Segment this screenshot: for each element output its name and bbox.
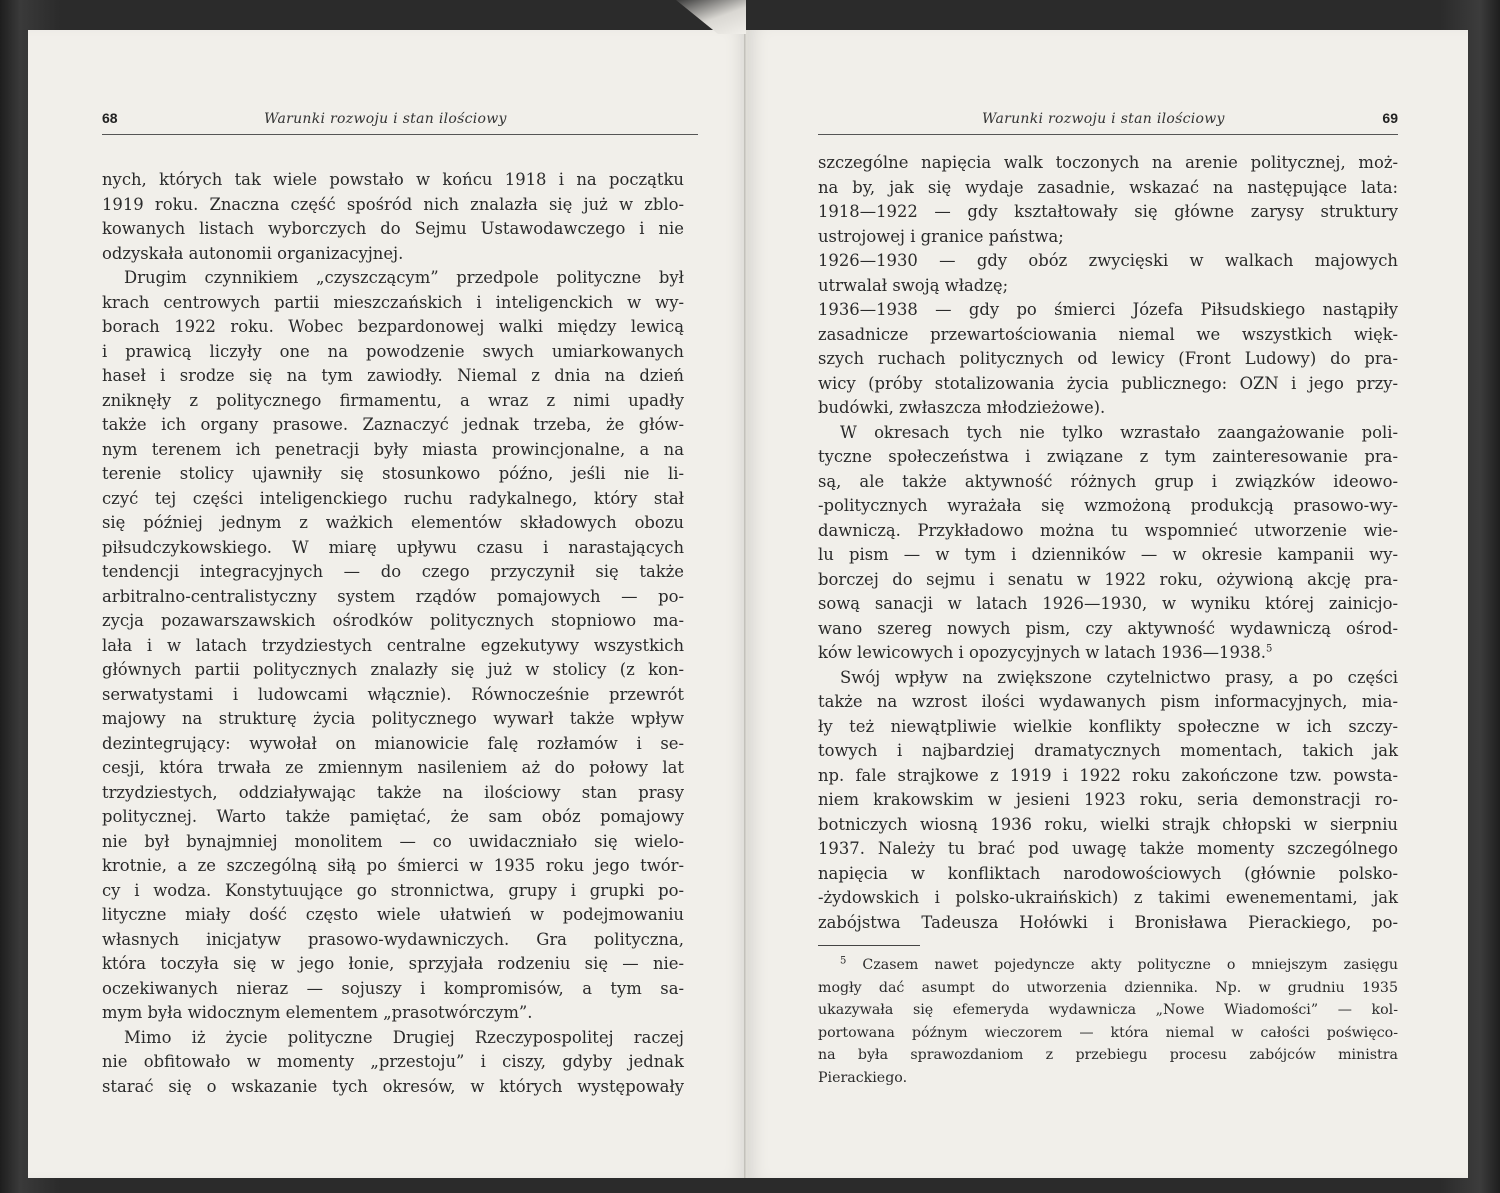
text-line: borach 1922 roku. Wobec bezpardonowej walki między lewicą [102,317,684,336]
paragraph [102,1026,684,1100]
left-running-head [102,108,698,135]
text-line: dezintegrujący: wywołał on mianowicie falę rozłamów i se- [102,733,684,753]
footnote [818,954,1398,1090]
text-line: szych ruchach politycznych od lewicy (Front Ludowy) do pra- [818,349,1398,368]
text-line: utrwalał swoją władzę; [818,275,1009,295]
footnote-line: mogły dać asumpt do utworzenia dziennika. Np. w grudniu 1935 [818,979,1398,996]
right-running-title: Warunki rozwoju i stan ilościowy [982,111,1225,127]
footnote-reference: 5 [1265,643,1273,655]
text-line: się później jednym z ważkich elementów składowych obozu [102,513,684,532]
text-line: Swój wpływ na zwiększone czytelnictwo prasy, a po części [840,667,1398,687]
text-line: szczególne napięcia walk toczonych na arenie politycznej, moż- [818,153,1398,172]
text-line: np. fale strajkowe z 1919 i 1922 roku zakończone tzw. powsta- [818,765,1398,785]
text-line: nym terenem ich penetracji były miasta prowincjonalne, a na [102,439,684,459]
text-line: ustrojowej i granice państwa; [818,226,1064,246]
paragraph [102,168,684,266]
footnote-line: Pierackiego. [818,1069,908,1086]
paragraph [818,249,1398,298]
text-line: trzydziestych, oddziaływając także na ilościowy stan prasy [102,782,684,802]
text-line: lityczne miały dość często wiele ułatwień w podejmowaniu [102,905,684,924]
text-line: zasadnicze przewartościowania niemal we wszystkich więk- [818,324,1398,344]
text-line: starać się o wskazanie tych okresów, w których występowały [102,1076,684,1096]
text-line: i prawicą liczyły one na powodzenie swych umiarkowanych [102,341,684,361]
text-line: botniczych wiosną 1936 roku, wielki strajk chłopski w sierpniu [818,814,1398,834]
text-line: lu pism — w tym i dzienników — w okresie kampanii wy- [818,545,1398,564]
text-line: piłsudczykowskiego. W miarę upływu czasu i narastających [102,537,684,557]
text-line: napięcia w konfliktach narodowościowych (głównie polsko- [818,863,1398,883]
right-page-number: 69 [1382,110,1398,126]
text-line: są, ale także aktywność różnych grup i związków ideowo- [818,471,1398,491]
text-line: tendencji integracyjnych — do czego przyczynił się także [102,562,684,581]
text-line: nie obfitowało w momenty „przestoju” i ciszy, gdyby jednak [102,1052,684,1071]
text-line: towych i najbardziej dramatycznych momentach, takich jak [818,741,1398,760]
text-line: odzyskała autonomii organizacyjnej. [102,243,404,263]
text-line: nych, których tak wiele powstało w końcu 1918 i na początku [102,170,684,189]
paragraph [818,666,1398,936]
text-line: głównych partii politycznych znalazły się już w stolicy (z kon- [102,660,684,679]
text-line: także ich organy prasowe. Zaznaczyć jednak trzeba, że głów- [102,415,684,434]
text-line: ły też niewątpliwie wielkie konflikty społeczne w ich szczy- [818,716,1398,736]
left-page [28,30,746,1178]
text-line: majowy na strukturę życia politycznego wywarł także wpływ [102,709,684,728]
footnote-line: portowana późnym wieczorem — która niemal w całości poświęco- [818,1024,1398,1041]
text-line: serwatystami i ludowcami włącznie). Równocześnie przewrót [102,684,684,704]
left-page-number: 68 [102,110,118,126]
text-line: która toczyła się w jego łonie, sprzyjała rodzeniu się — nie- [102,954,684,973]
text-line: W okresach tych nie tylko wzrastało zaangażowanie poli- [840,422,1398,442]
text-line: Mimo iż życie polityczne Drugiej Rzeczypospolitej raczej [124,1027,684,1047]
right-running-head [818,108,1398,135]
text-line: wicy (próby stotalizowania życia publicznego: OZN i jego przy- [818,373,1398,393]
text-line: borczej do sejmu i senatu w 1922 roku, ożywioną akcję pra- [818,569,1398,589]
text-line: także na wzrost ilości wydawanych pism informacyjnych, mia- [818,692,1398,711]
text-line: własnych inicjatyw prasowo-wydawniczych. Gra polityczna, [102,929,684,949]
text-line: zycja pozawarszawskich ośrodków politycznych stopniowo ma- [102,611,684,630]
text-line: tyczne społeczeństwa i związane z tym zainteresowanie pra- [818,447,1398,466]
text-line: 1937. Należy tu brać pod uwagę także momenty szczególnego [818,839,1398,858]
text-line: Drugim czynnikiem „czyszczącym” przedpole polityczne był [124,268,684,287]
text-line: lała i w latach trzydziestych centralne egzekutywy wszystkich [102,635,684,655]
footnote-line: ukazywała się efemeryda wydawnicza „Nowe Wiadomości” — kol- [818,1002,1398,1019]
text-line: cy i wodza. Konstytuujące go stronnictwa, grupy i grupki po- [102,880,684,900]
text-line: na by, jak się wydaje zasadnie, wskazać na następujące lata: [818,177,1398,197]
text-line: sową sanacji w latach 1926—1930, w wyniku której zainicjo- [818,594,1398,613]
text-line: -politycznych wyrażała się wzmożoną produkcją prasowo-wy- [818,496,1398,515]
text-line: ków lewicowych i opozycyjnych w latach 1936—1938.$^5$ [818,643,1273,662]
text-line: niem krakowskim w jesieni 1923 roku, seria demonstracji ro- [818,790,1398,809]
footnote-text: Czasem nawet pojedyncze akty polityczne o mniejszym zasięgu [862,957,1398,973]
paragraph [818,421,1398,666]
text-line: 1918—1922 — gdy kształtowały się główne zarysy struktury [818,202,1398,221]
text-line: haseł i srodze się na tym zawiodły. Niemal z dnia na dzień [102,366,684,385]
text-line: mym była widocznym elementem „prasotwórczym”. [102,1003,533,1022]
text-line: 1926—1930 — gdy obóz zwycięski w walkach majowych [818,251,1398,270]
paragraph [818,298,1398,421]
footnote-rule [818,945,920,946]
text-line: budówki, zwłaszcza młodzieżowe). [818,398,1106,417]
text-line: arbitralno-centralistyczny system rządów pomajowych — po- [102,586,684,606]
text-line: dawniczą. Przykładowo można tu wspomnieć utworzenie wie- [818,520,1398,540]
text-line: nie był bynajmniej monolitem — co uwidaczniało się wielo- [102,831,684,851]
text-line: kowanych listach wyborczych do Sejmu Ustawodawczego i nie [102,219,684,238]
paragraph [818,151,1398,249]
text-line: oczekiwanych nieraz — sojuszy i kompromisów, a tym sa- [102,978,684,998]
text-line: 1936—1938 — gdy po śmierci Józefa Piłsudskiego nastąpiły [818,300,1398,319]
text-line: czyć tej części inteligenckiego ruchu radykalnego, który stał [102,488,684,508]
footnote-mark: 5 [840,955,847,967]
footnote-line: na była sprawozdaniom z przebiegu procesu zabójców ministra [818,1047,1398,1064]
footnote-line [818,954,1398,977]
left-running-title: Warunki rozwoju i stan ilościowy [264,111,507,127]
text-line: cesji, która trwała ze zmiennym nasileniem aż do połowy lat [102,758,684,777]
text-line: terenie stolicy ujawniły się stosunkowo późno, jeśli nie li- [102,464,684,483]
text-line: krach centrowych partii mieszczańskich i inteligenckich w wy- [102,292,684,312]
left-body-text [102,168,684,1099]
paragraph [102,266,684,1026]
text-line: politycznej. Warto także pamiętać, że sam obóz pomajowy [102,807,684,826]
right-body-text [818,151,1398,935]
text-line: wano szereg nowych pism, czy aktywność wydawniczą ośrod- [818,618,1398,638]
text-line: krotnie, a ze szczególną siłą po śmierci w 1935 roku jego twór- [102,856,684,875]
text-line: -żydowskich i polsko-ukraińskich) z takimi ewenementami, jak [818,888,1398,907]
right-page [748,30,1468,1178]
text-line: zabójstwa Tadeusza Hołówki i Bronisława Pierackiego, po- [818,912,1398,932]
text-line: 1919 roku. Znaczna część spośród nich znalazła się już w zblo- [102,194,684,214]
text-line: zniknęły z politycznego firmamentu, a wraz z nimi upadły [102,390,684,410]
